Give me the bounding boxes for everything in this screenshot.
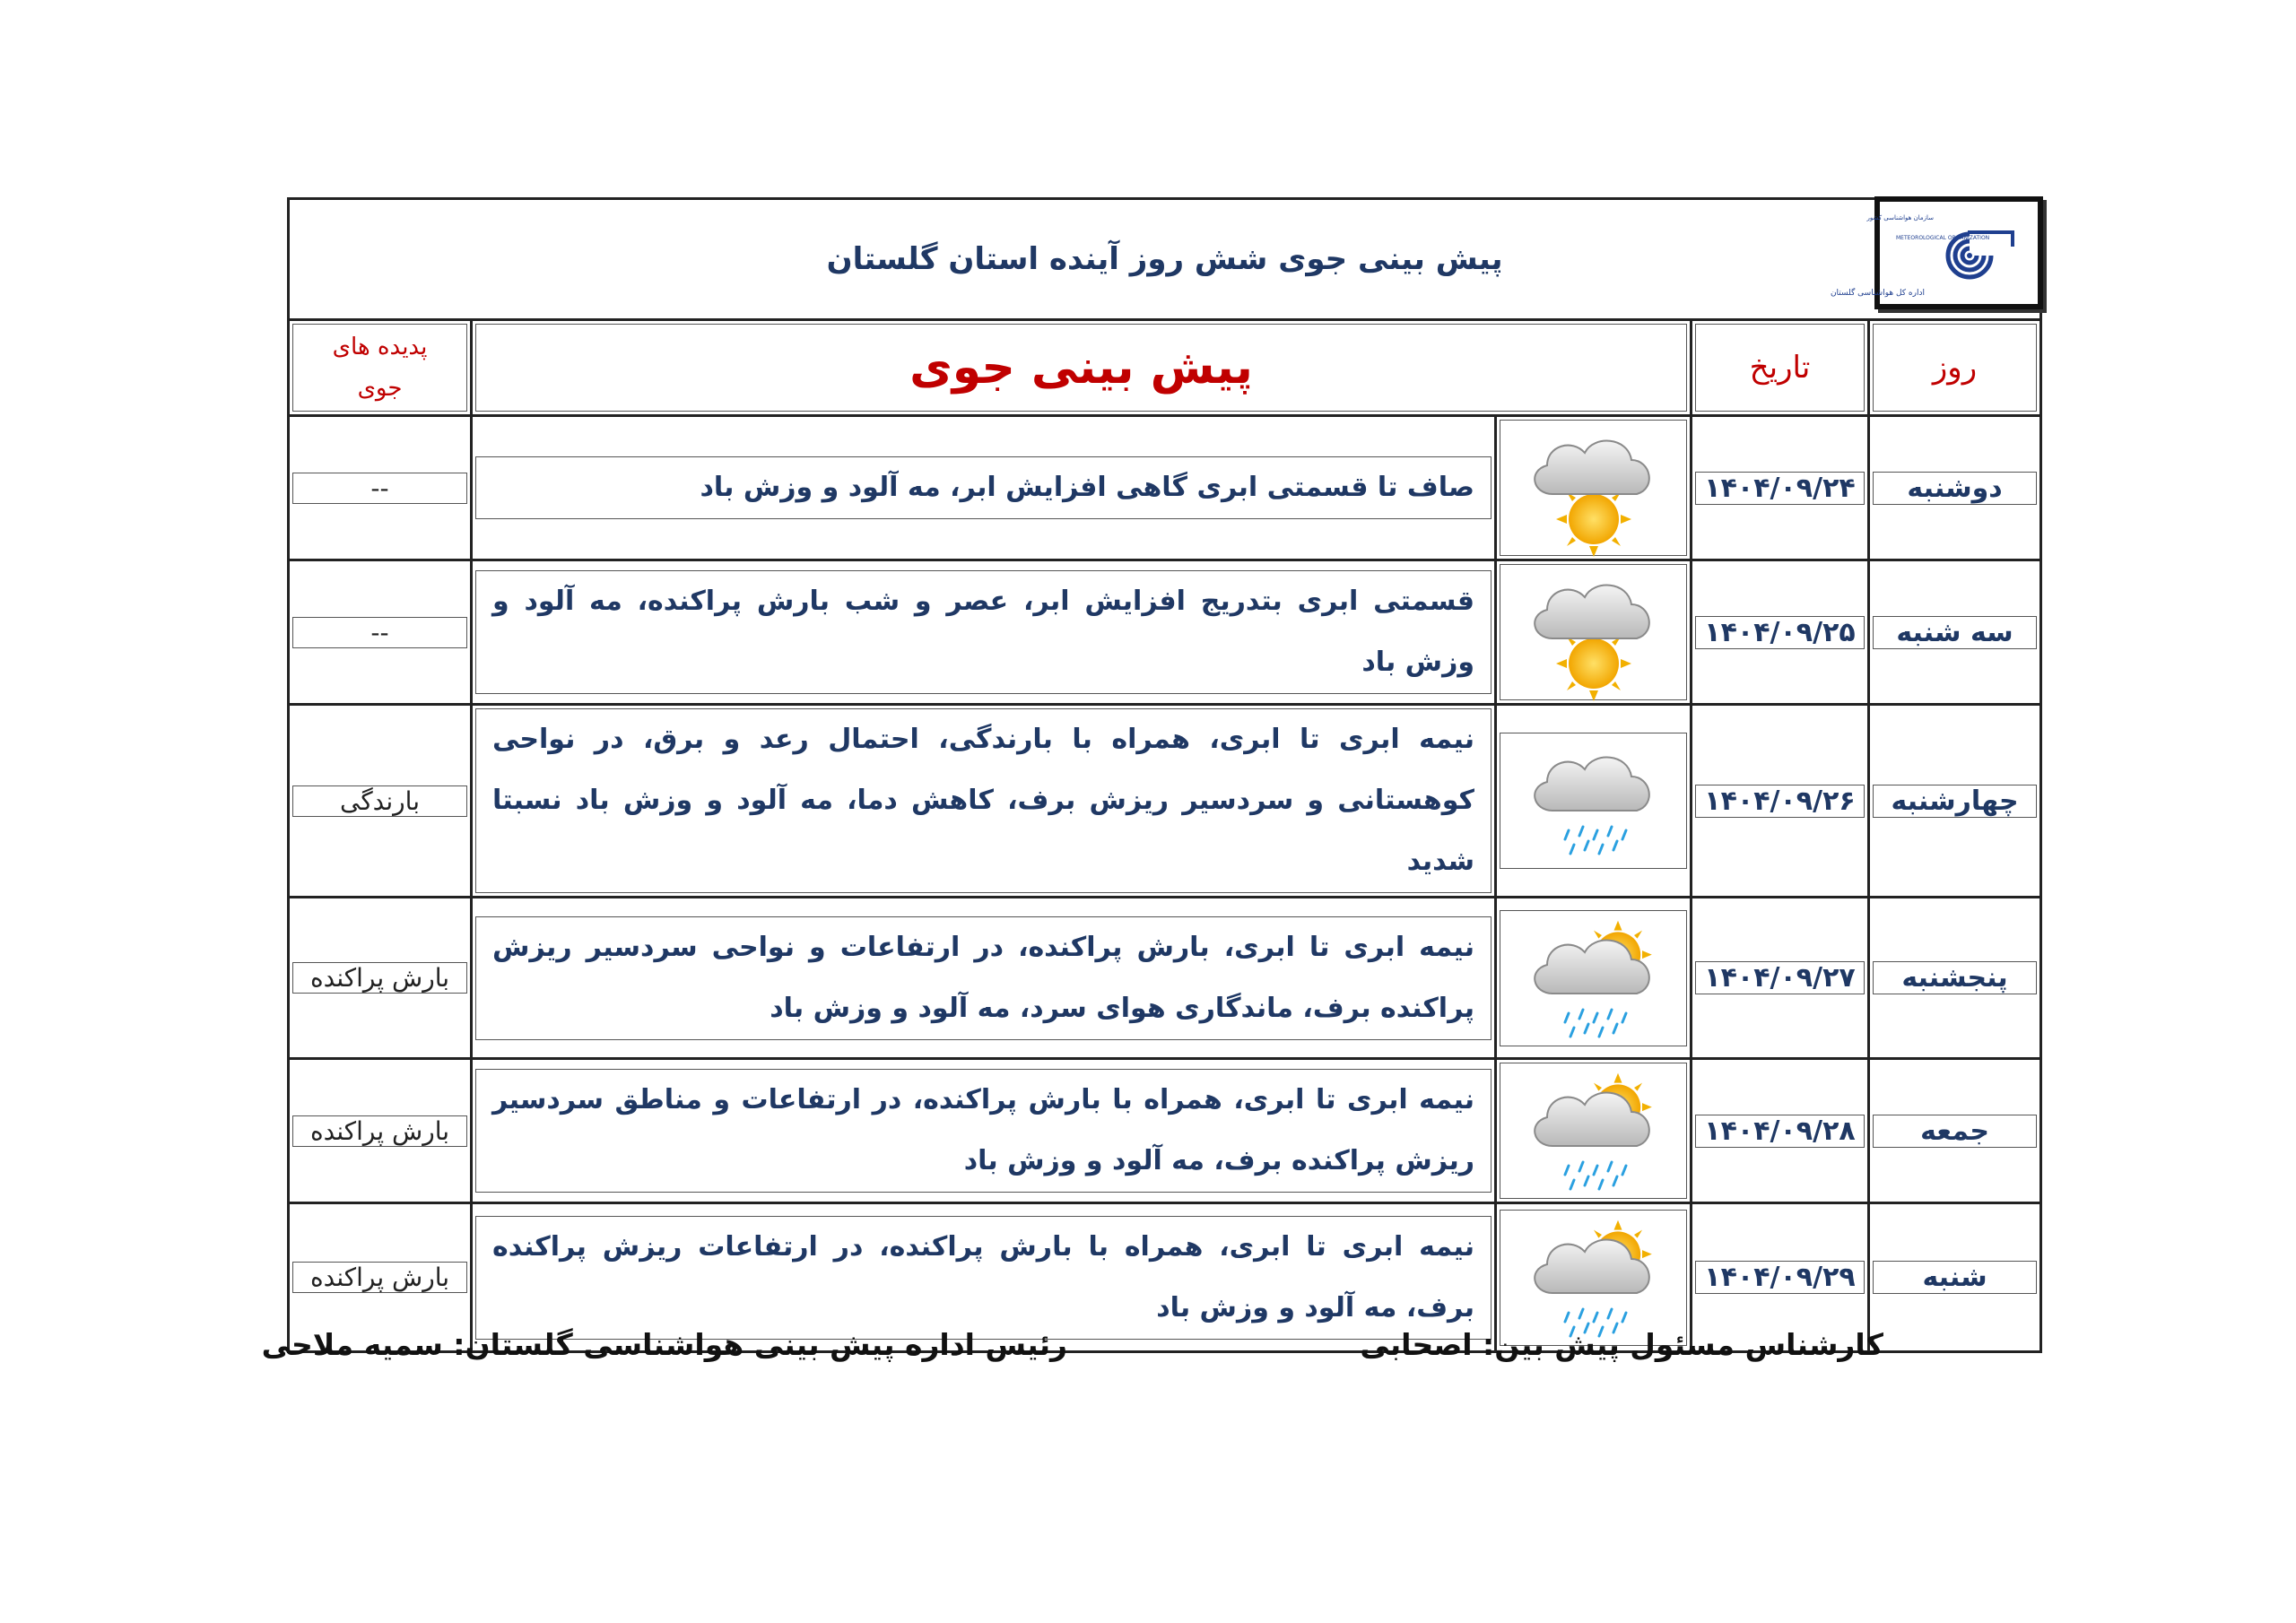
page-title: پیش بینی جوی شش روز آینده استان گلستان bbox=[826, 241, 1503, 277]
table-row bbox=[289, 898, 2041, 1059]
date-value: ۱۴۰۴/۰۹/۲۹ bbox=[1704, 1262, 1856, 1293]
header-phenomena: پدیده های جوی bbox=[332, 334, 428, 402]
header-date: تاریخ bbox=[1749, 350, 1811, 386]
forecaster-signature: کارشناس مسئول پیش بین: اصحابی bbox=[1360, 1327, 1883, 1362]
table-row bbox=[289, 560, 2041, 705]
phenomena-value: بارش پراکنده bbox=[309, 963, 450, 993]
meteorological-organization-logo-icon bbox=[1831, 202, 2038, 304]
date-value: ۱۴۰۴/۰۹/۲۸ bbox=[1704, 1115, 1856, 1147]
phenomena-value: -- bbox=[370, 473, 389, 503]
cloud-sun-icon bbox=[1513, 421, 1674, 555]
sun-cloud-rain-icon bbox=[1513, 1211, 1674, 1345]
date-value: ۱۴۰۴/۰۹/۲۴ bbox=[1704, 472, 1856, 504]
sun-cloud-rain-icon bbox=[1513, 911, 1674, 1046]
date-value: ۱۴۰۴/۰۹/۲۷ bbox=[1704, 962, 1856, 994]
forecast-text: نیمه ابری تا ابری، بارش پراکنده، در ارتفاعات و نواحی سردسیر ریزش پراکنده برف، ماندگاری هوای سرد، مه آلود و وزش باد bbox=[492, 931, 1474, 1024]
day-value: چهارشنبه bbox=[1891, 785, 2019, 817]
forecast-table bbox=[287, 197, 2042, 1353]
header-phenomena-cell bbox=[289, 320, 472, 416]
title-cell bbox=[289, 199, 2041, 320]
day-value: جمعه bbox=[1920, 1115, 1989, 1147]
table-row bbox=[289, 416, 2041, 560]
table-row bbox=[289, 705, 2041, 898]
phenomena-value: بارش پراکنده bbox=[309, 1263, 450, 1292]
header-day: روز bbox=[1932, 350, 1978, 386]
phenomena-value: بارندگی bbox=[339, 785, 420, 816]
logo-text-en: METEOROLOGICAL ORGANIZATION bbox=[1896, 235, 1990, 241]
department-head-signature: رئیس اداره پیش بینی هواشناسی گلستان: سمیه ملاحی bbox=[261, 1327, 1067, 1362]
day-value: سه شنبه bbox=[1896, 616, 2013, 648]
phenomena-value: بارش پراکنده bbox=[309, 1115, 450, 1146]
logo bbox=[1831, 196, 2043, 309]
date-value: ۱۴۰۴/۰۹/۲۶ bbox=[1704, 785, 1856, 817]
forecast-text: نیمه ابری تا ابری، همراه با بارش پراکنده، در ارتفاعات ریزش پراکنده برف، مه آلود و وزش باد bbox=[492, 1230, 1474, 1324]
day-value: دوشنبه bbox=[1907, 472, 2003, 504]
logo-text-top: سازمان هواشناسی کشور bbox=[1866, 214, 1935, 221]
forecast-text: صاف تا قسمتی ابری گاهی افزایش ابر، مه آلود و وزش باد bbox=[700, 472, 1474, 503]
forecast-text: قسمتی ابری بتدریج افزایش ابر، عصر و شب بارش پراکنده، مه آلود و وزش باد bbox=[492, 586, 1474, 678]
phenomena-value: -- bbox=[370, 617, 389, 647]
forecast-text: نیمه ابری تا ابری، همراه با بارش پراکنده، در ارتفاعات و مناطق سردسیر ریزش پراکنده برف، مه آلود و وزش باد bbox=[492, 1084, 1474, 1176]
logo-text-bottom: اداره کل هواشناسی گلستان bbox=[1831, 289, 1926, 298]
sun-cloud-rain-icon bbox=[1513, 1063, 1674, 1198]
header-forecast-cell bbox=[472, 320, 1692, 416]
cloud-rain-icon bbox=[1513, 733, 1674, 868]
table-row bbox=[289, 1059, 2041, 1203]
header-day-cell bbox=[1869, 320, 2041, 416]
day-value: شنبه bbox=[1922, 1262, 1987, 1293]
date-value: ۱۴۰۴/۰۹/۲۵ bbox=[1704, 616, 1856, 648]
header-forecast: پیش بینی جوی bbox=[909, 341, 1253, 395]
day-value: پنجشنبه bbox=[1901, 962, 2008, 994]
forecast-text: نیمه ابری تا ابری، همراه با بارندگی، احتمال رعد و برق، در نواحی کوهستانی و سردسیر ریزش برف، کاهش دما، مه آلود و وزش باد نسبتا شدید bbox=[492, 724, 1474, 877]
header-date-cell bbox=[1692, 320, 1869, 416]
cloud-sun-icon bbox=[1513, 565, 1674, 699]
